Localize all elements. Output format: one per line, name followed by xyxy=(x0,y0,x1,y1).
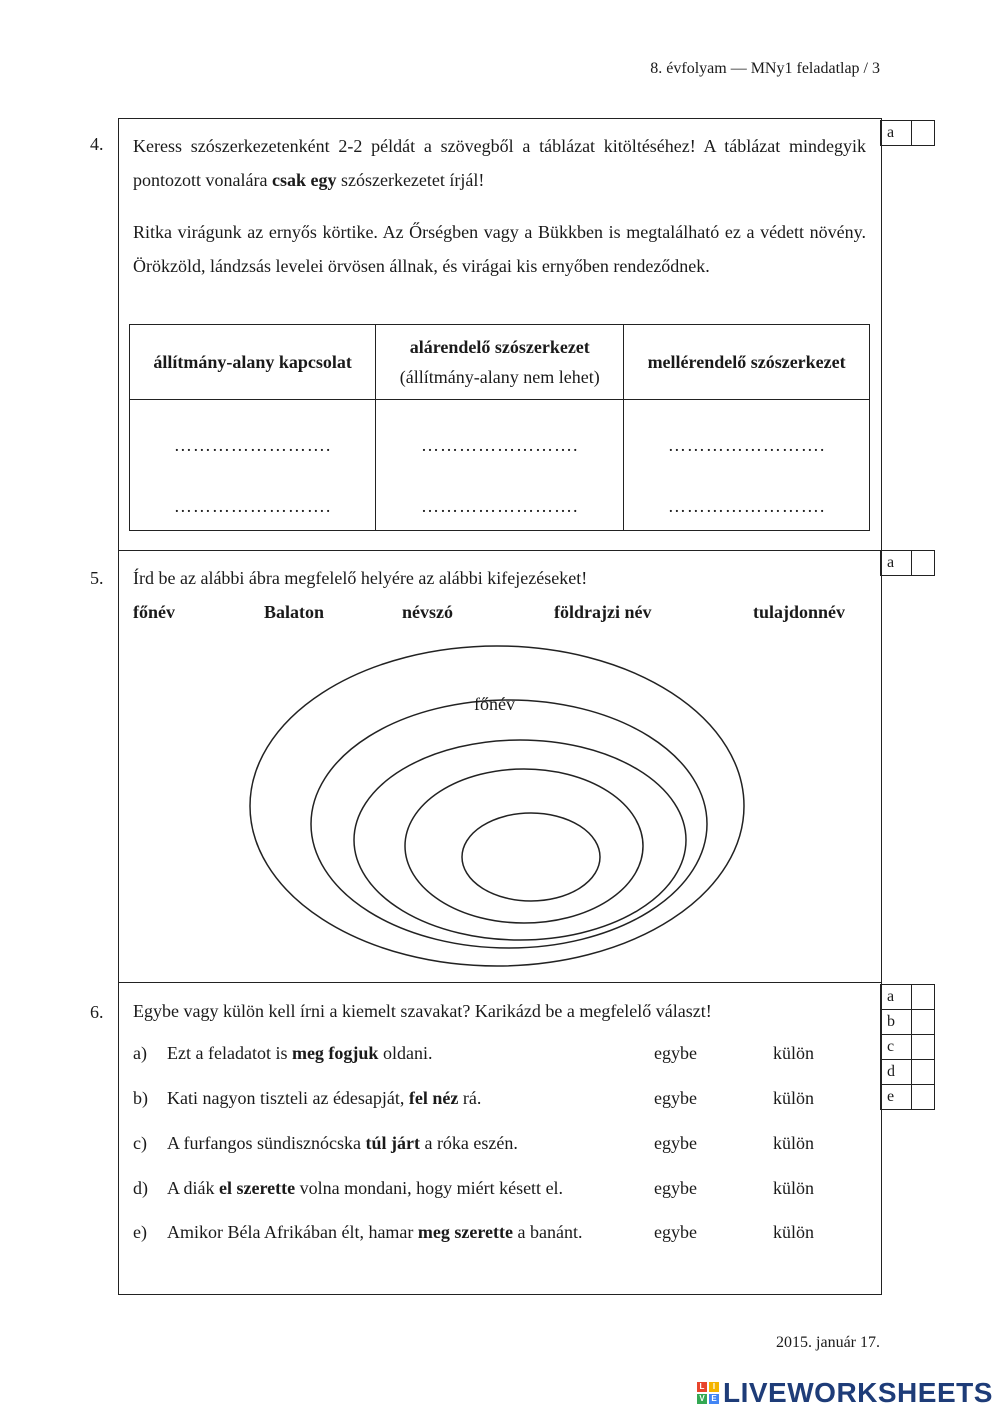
option-egybe[interactable]: egybe xyxy=(654,1043,697,1063)
item-label: e) xyxy=(133,1222,147,1242)
word-tulajdonnev[interactable]: tulajdonnév xyxy=(753,602,846,622)
logo-letter: L xyxy=(697,1382,707,1392)
item-label: b) xyxy=(133,1088,148,1108)
header-title: alárendelő szószerkezet xyxy=(409,337,590,357)
sentence-post: oldani. xyxy=(378,1043,433,1063)
sentence-bold: meg szerette xyxy=(417,1222,514,1242)
sentence-pre: Ezt a feladatot is xyxy=(167,1043,292,1063)
word-balaton[interactable]: Balaton xyxy=(264,602,325,622)
item-label: c) xyxy=(133,1133,147,1153)
score-input[interactable] xyxy=(912,1010,935,1035)
sentence-bold: meg fogjuk xyxy=(291,1043,379,1063)
answer-blank[interactable]: ……………………. xyxy=(173,496,332,516)
word-nevszo[interactable]: névszó xyxy=(402,602,453,622)
sentence-post: a róka eszén. xyxy=(419,1133,518,1153)
score-input[interactable] xyxy=(912,1085,935,1110)
sentence-bold: fel néz xyxy=(408,1088,459,1108)
item-sentence xyxy=(167,1222,583,1243)
diagram-label-fonev: főnév xyxy=(474,694,515,714)
ellipse-level-5[interactable] xyxy=(462,813,600,901)
answer-blank[interactable]: ……………………. xyxy=(667,435,826,455)
sentence-bold: túl járt xyxy=(365,1133,420,1153)
option-egybe[interactable]: egybe xyxy=(654,1088,697,1108)
logo-icon xyxy=(697,1382,719,1404)
sentence-pre: Kati nagyon tiszteli az édesapját, xyxy=(167,1088,409,1108)
task5-number: 5. xyxy=(90,568,104,588)
logo-letter: E xyxy=(709,1394,719,1404)
logo-letter: I xyxy=(709,1382,719,1392)
task6-item xyxy=(133,1222,873,1252)
task6-item xyxy=(133,1133,873,1163)
task6-item xyxy=(133,1043,873,1073)
score-input[interactable] xyxy=(912,985,935,1010)
liveworksheets-logo[interactable] xyxy=(697,1376,993,1410)
sentence-post: volna mondani, hogy miért késett el. xyxy=(295,1178,564,1198)
sentence-pre: Amikor Béla Afrikában élt, hamar xyxy=(167,1222,418,1242)
item-sentence xyxy=(167,1133,518,1154)
task4-instr-bold: csak egy xyxy=(271,170,337,190)
word-foldrajzi-nev[interactable]: földrajzi név xyxy=(554,602,652,622)
option-kulon[interactable]: külön xyxy=(773,1222,815,1242)
answer-blank[interactable]: ……………………. xyxy=(173,435,332,455)
score-label: a xyxy=(881,985,912,1010)
score-input[interactable] xyxy=(912,1060,935,1085)
option-kulon[interactable]: külön xyxy=(773,1178,815,1198)
task6-item xyxy=(133,1178,873,1208)
score-label: e xyxy=(881,1085,912,1110)
task4-instr-b: szószerkezetet írjál! xyxy=(336,170,485,190)
option-egybe[interactable]: egybe xyxy=(654,1178,697,1198)
option-egybe[interactable]: egybe xyxy=(654,1133,697,1153)
option-kulon[interactable]: külön xyxy=(773,1133,815,1153)
page-header: 8. évfolyam — MNy1 feladatlap / 3 xyxy=(650,60,880,77)
answer-blank[interactable]: ……………………. xyxy=(421,435,579,455)
task6-number: 6. xyxy=(90,1002,104,1022)
item-label: a) xyxy=(133,1043,147,1063)
sentence-bold: el szerette xyxy=(219,1178,296,1198)
task6-item xyxy=(133,1088,873,1118)
answer-blank[interactable]: ……………………. xyxy=(667,496,826,516)
task4-passage: Ritka virágunk az ernyős körtike. Az Őrségben vagy a Bükkben is megtalálható ez a védett növény. Örökzöld, lándzsás levelei örvösen állnak, és virágai kis ernyőben rendeződnek. xyxy=(133,222,866,276)
score-label: a xyxy=(881,551,912,576)
score-input[interactable] xyxy=(912,1035,935,1060)
score-label: c xyxy=(881,1035,912,1060)
item-sentence xyxy=(167,1178,563,1199)
option-kulon[interactable]: külön xyxy=(773,1088,815,1108)
word-fonev[interactable]: főnév xyxy=(133,602,175,622)
ellipse-level-3[interactable] xyxy=(354,740,686,940)
header-title: mellérendelő szószerkezet xyxy=(647,352,846,372)
task6-instruction: Egybe vagy külön kell írni a kiemelt szavakat? Karikázd be a megfelelő választ! xyxy=(133,1001,712,1021)
sentence-pre: A furfangos sündisznócska xyxy=(167,1133,366,1153)
sentence-pre: A diák xyxy=(167,1178,219,1198)
sentence-post: a banánt. xyxy=(513,1222,583,1242)
header-subtitle: (állítmány-alany nem lehet) xyxy=(399,367,600,387)
header-title: állítmány-alany kapcsolat xyxy=(153,352,352,372)
answer-blank[interactable]: ……………………. xyxy=(421,496,579,516)
task6-score-box xyxy=(880,984,935,1110)
score-label: b xyxy=(881,1010,912,1035)
task5-instruction: Írd be az alábbi ábra megfelelő helyére az alábbi kifejezéseket! xyxy=(133,568,588,588)
score-label: a xyxy=(881,121,912,146)
footer-date: 2015. január 17. xyxy=(776,1334,880,1351)
option-egybe[interactable]: egybe xyxy=(654,1222,697,1242)
logo-letter: V xyxy=(697,1394,707,1404)
option-kulon[interactable]: külön xyxy=(773,1043,815,1063)
ellipse-level-4[interactable] xyxy=(405,769,643,923)
item-label: d) xyxy=(133,1178,148,1198)
score-label: d xyxy=(881,1060,912,1085)
item-sentence xyxy=(167,1088,481,1109)
item-sentence xyxy=(167,1043,432,1064)
sentence-post: rá. xyxy=(458,1088,482,1108)
task4-number: 4. xyxy=(90,134,104,154)
ellipse-level-2[interactable] xyxy=(311,700,707,948)
logo-text: LIVEWORKSHEETS xyxy=(723,1377,993,1408)
task4-instr-a: Keress szószerkezetenként 2-2 példát a szövegből a táblázat kitöltéséhez! A táblázat mindegyik pontozott vonalára xyxy=(133,136,866,190)
